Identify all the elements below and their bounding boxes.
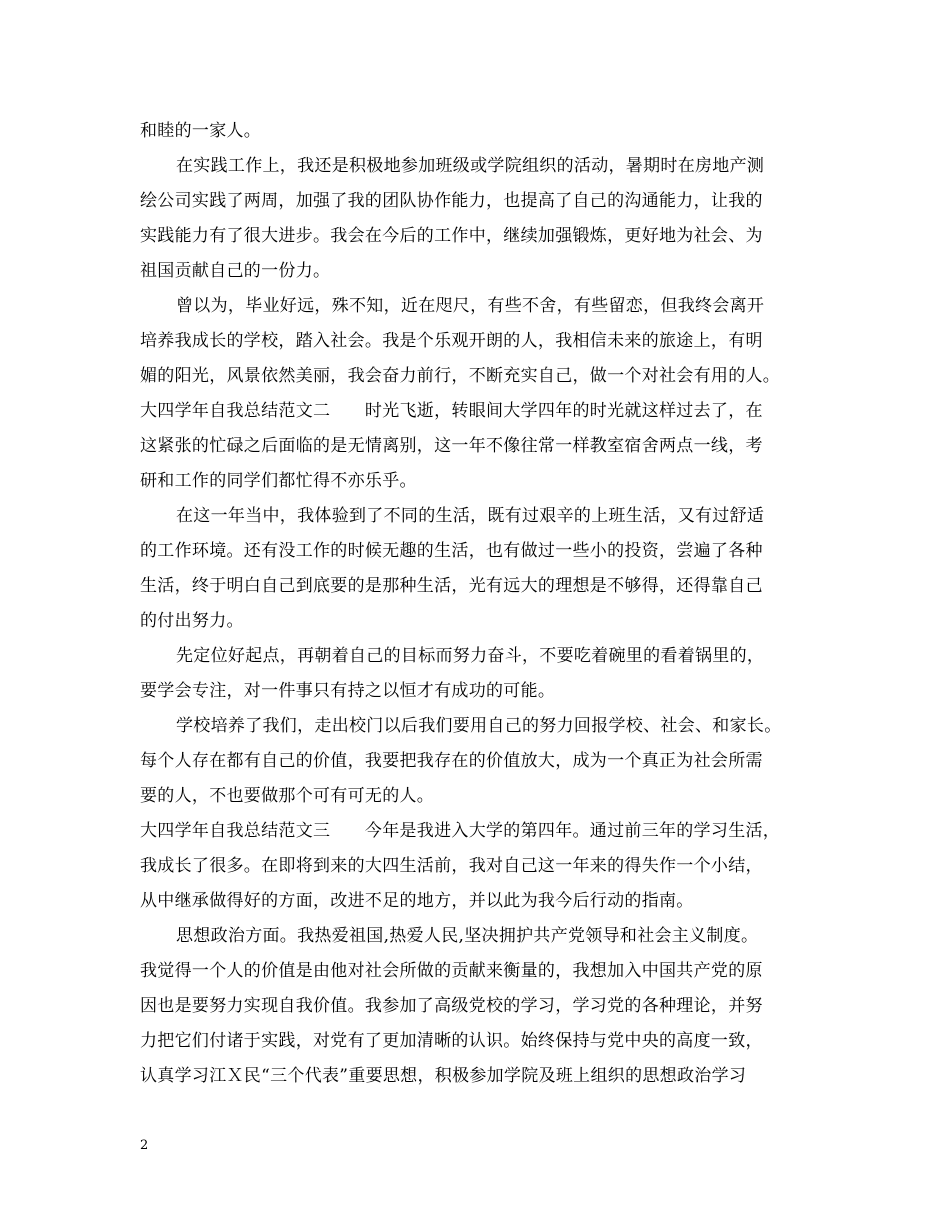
text-line: 学校培养了我们，走出校门以后我们要用自己的努力回报学校、社会、和家长。 (176, 716, 782, 736)
text-line: 思想政治方面。我热爱祖国,热爱人民,坚决拥护共产党领导和社会主义制度。 (176, 926, 759, 946)
text-line: 曾以为，毕业好远，殊不知，近在咫尺，有些不舍，有些留恋，但我终会离开 (176, 296, 765, 316)
section-heading-line: 大四学年自我总结范文二 时光飞逝，转眼间大学四年的时光就这样过去了，在 (140, 401, 763, 421)
text-line: 在这一年当中，我体验到了不同的生活，既有过艰辛的上班生活，又有过舒适 (176, 506, 765, 526)
text-line: 祖国贡献自己的一份力。 (140, 261, 331, 281)
text-line: 研和工作的同学们都忙得不亦乐乎。 (140, 471, 417, 491)
text-line: 在实践工作上，我还是积极地参加班级或学院组织的活动，暑期时在房地产测 (176, 156, 765, 176)
text-line: 要的人，不也要做那个可有可无的人。 (140, 786, 435, 806)
text-line: 培养我成长的学校，踏入社会。我是个乐观开朗的人，我相信未来的旅途上，有明 (140, 331, 763, 351)
section-heading-line: 大四学年自我总结范文三 今年是我进入大学的第四年。通过前三年的学习生活， (140, 821, 781, 841)
text-line: 绘公司实践了两周，加强了我的团队协作能力，也提高了自己的沟通能力，让我的 (140, 191, 763, 211)
text-line: 和睦的一家人。 (140, 121, 262, 141)
page-number: 2 (140, 1138, 149, 1153)
text-line: 生活，终于明白自己到底要的是那种生活，光有远大的理想是不够得，还得靠自己 (140, 576, 763, 596)
text-line: 这紧张的忙碌之后面临的是无情离别，这一年不像往常一样教室宿舍两点一线，考 (140, 436, 763, 456)
text-line: 力把它们付诸于实践，对党有了更加清晰的认识。始终保持与党中央的高度一致， (140, 1031, 763, 1051)
text-line: 每个人存在都有自己的价值，我要把我存在的价值放大，成为一个真正为社会所需 (140, 751, 763, 771)
text-line: 从中继承做得好的方面，改进不足的地方，并以此为我今后行动的指南。 (140, 891, 694, 911)
text-line: 先定位好起点，再朝着自己的目标而努力奋斗，不要吃着碗里的看着锅里的， (176, 646, 765, 666)
text-line: 的付出努力。 (140, 611, 244, 631)
text-line: 的工作环境。还有没工作的时候无趣的生活，也有做过一些小的投资，尝遍了各种 (140, 541, 763, 561)
text-line: 我成长了很多。在即将到来的大四生活前，我对自己这一年来的得失作一个小结， (140, 856, 763, 876)
text-line: 认真学习江Ｘ民“三个代表”重要思想，积极参加学院及班上组织的思想政治学习 (140, 1066, 747, 1086)
text-line: 我觉得一个人的价值是由他对社会所做的贡献来衡量的，我想加入中国共产党的原 (140, 961, 763, 981)
text-line: 媚的阳光，风景依然美丽，我会奋力前行，不断充实自己，做一个对社会有用的人。 (140, 366, 781, 386)
text-line: 要学会专注，对一件事只有持之以恒才有成功的可能。 (140, 681, 556, 701)
text-line: 因也是要努力实现自我价值。我参加了高级党校的学习，学习党的各种理论，并努 (140, 996, 763, 1016)
document-body (140, 114, 830, 1094)
text-line: 实践能力有了很大进步。我会在今后的工作中，继续加强锻炼，更好地为社会、为 (140, 226, 763, 246)
